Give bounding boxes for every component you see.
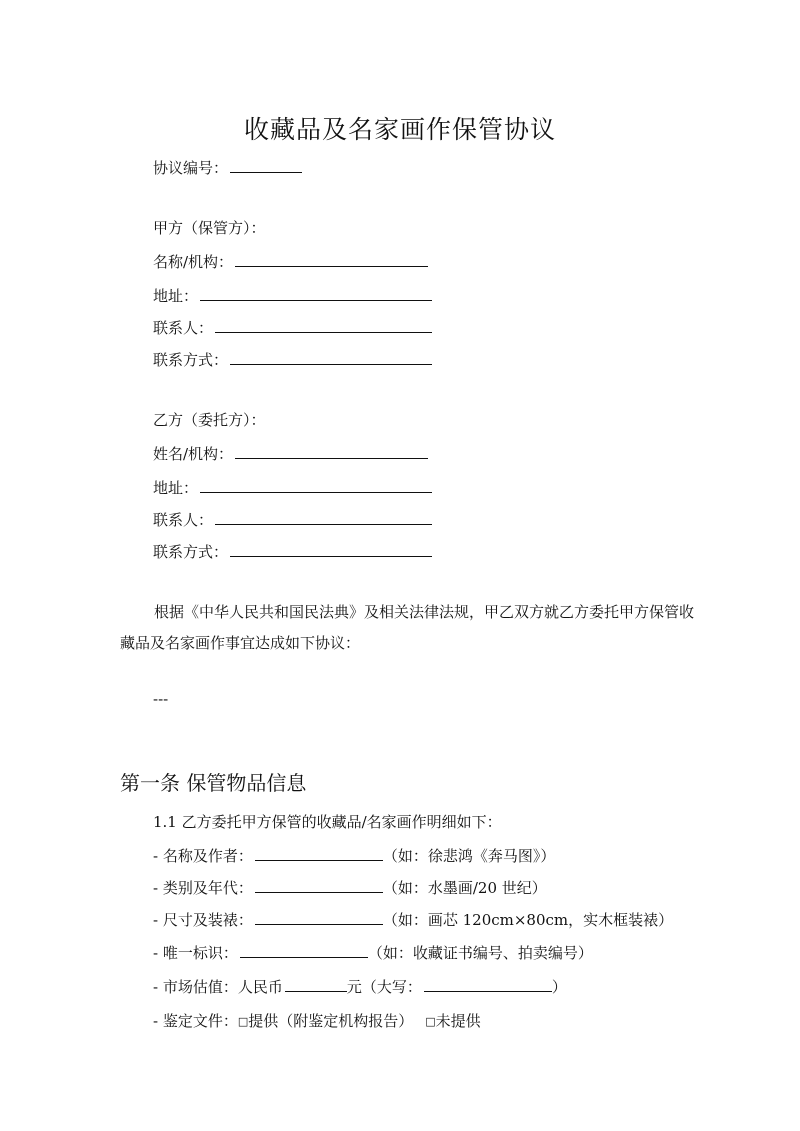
party-a-contact-line [153,318,432,338]
item-size-mount-label: - 尺寸及装裱： [153,911,253,929]
item-name-author-blank[interactable] [255,846,383,861]
item-valuation-uppercase-blank[interactable] [424,977,552,992]
party-b-name-line [153,444,428,464]
party-a-name-label: 名称/机构： [153,253,234,271]
item-name-author-line [153,846,555,866]
party-b-name-label: 姓名/机构： [153,445,234,463]
item-name-author-example: （如：徐悲鸿《奔马图》） [382,847,556,865]
item-name-author-label: - 名称及作者： [153,847,253,865]
item-category-era-label: - 类别及年代： [153,879,253,897]
party-b-address-blank[interactable] [200,478,432,493]
party-b-contact-line [153,510,432,530]
party-b-heading: 乙方（委托方）： [153,411,266,429]
not-provided-checkbox[interactable]: □ [425,1015,436,1028]
agreement-number-line [153,158,302,178]
party-b-contact-method-blank[interactable] [230,542,432,557]
item-valuation-line [153,977,567,997]
item-size-mount-blank[interactable] [255,910,383,925]
article-1-intro: 1.1 乙方委托甲方保管的收藏品/名家画作明细如下： [153,813,502,831]
document-title: 收藏品及名家画作保管协议 [243,115,556,144]
agreement-number-label: 协议编号： [153,159,229,177]
item-unique-id-blank[interactable] [240,943,368,958]
party-a-address-label: 地址： [153,287,199,305]
party-a-address-blank[interactable] [200,286,432,301]
party-b-contact-method-line [153,542,432,562]
not-provided-option-label: 未提供 [435,1012,481,1030]
item-valuation-close: ） [551,978,567,996]
party-a-contact-label: 联系人： [153,319,214,337]
provided-option-label: 提供（附鉴定机构报告） [248,1012,414,1030]
item-valuation-label: - 市场估值：人民币 [153,978,283,996]
party-a-contact-method-blank[interactable] [230,350,432,365]
item-appraisal-line [153,1011,481,1032]
party-b-contact-method-label: 联系方式： [153,543,229,561]
party-b-address-line [153,478,432,498]
item-category-era-example: （如：水墨画/20 世纪） [382,879,547,897]
item-category-era-blank[interactable] [255,878,383,893]
party-a-contact-blank[interactable] [215,318,432,333]
section-separator: --- [153,690,169,708]
item-valuation-unit: 元（大写： [346,978,422,996]
party-a-contact-method-label: 联系方式： [153,351,229,369]
item-appraisal-label: - 鉴定文件： [153,1012,238,1030]
party-a-name-blank[interactable] [235,252,428,267]
item-unique-id-line [153,943,593,963]
item-valuation-amount-blank[interactable] [285,977,347,992]
party-a-heading: 甲方（保管方）： [153,219,266,237]
party-a-contact-method-line [153,350,432,370]
preamble-paragraph: 根据《中华人民共和国民法典》及相关法律法规，甲乙双方就乙方委托甲方保管收藏品及名家画作事宜达成如下协议： [120,603,695,652]
party-a-name-line [153,252,428,272]
party-b-name-blank[interactable] [235,444,428,459]
party-b-address-label: 地址： [153,479,199,497]
item-size-mount-line [153,910,673,930]
item-unique-id-label: - 唯一标识： [153,944,238,962]
item-category-era-line [153,878,547,898]
article-1-heading: 第一条 保管物品信息 [120,771,307,795]
item-size-mount-example: （如：画芯 120cm×80cm，实木框装裱） [382,911,674,929]
agreement-number-blank[interactable] [230,158,302,173]
item-unique-id-example: （如：收藏证书编号、拍卖编号） [367,944,593,962]
provided-checkbox[interactable]: □ [237,1015,249,1028]
party-b-contact-blank[interactable] [215,510,432,525]
party-a-address-line [153,286,432,306]
party-b-contact-label: 联系人： [153,511,214,529]
